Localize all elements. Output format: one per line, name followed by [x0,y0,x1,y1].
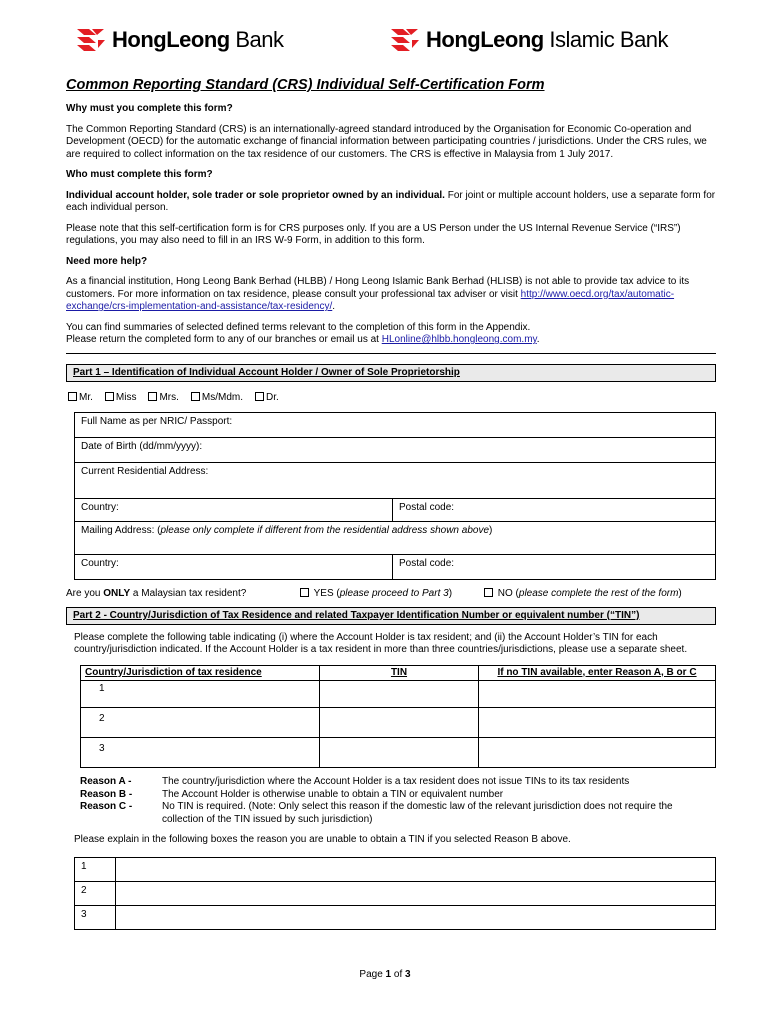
country-field[interactable]: Country: [75,499,393,522]
hong-leong-mark-icon [390,26,420,54]
mailing-postal-code-field[interactable]: Postal code: [393,555,716,580]
column-header: TIN [320,665,479,681]
mailing-country-field[interactable]: Country: [75,555,393,580]
form-title: Common Reporting Standard (CRS) Individual Self-Certification Form [66,77,545,93]
checkbox[interactable] [484,588,493,597]
table-row: 2 [75,881,716,905]
checkbox[interactable] [148,392,157,401]
oecd-link[interactable]: http://www.oecd.org/tax/automatic-exchange/crs-implementation-and-assistance/tax-residency/ [66,288,675,313]
checkbox[interactable] [300,588,309,597]
explain-text: Please explain in the following boxes the reason you are unable to obtain a TIN if you selected Reason B above. [74,834,571,846]
form-content [66,76,716,930]
us-person-note: Please note that this self-certification form is for CRS purposes only. If you are a US Person under the US Internal Revenue Service (“IRS”) regulations, you may also need to fill in an IRS W-9 Form, in addition to this form. [66,222,681,247]
title-option-miss[interactable]: Miss [105,392,137,405]
yes-option[interactable]: YES (please proceed to Part 3) [300,588,484,601]
postal-code-field[interactable]: Postal code: [393,499,716,522]
table-row [81,738,716,768]
tin-cell[interactable] [320,708,479,738]
explanation-cell[interactable] [116,881,716,905]
logo-wordmark: HongLeong Bank [112,27,284,53]
reason-c: Reason C - No TIN is required. (Note: Only select this reason if the domestic law of the relevant jurisdiction does not require the collection of the TIN issued by such jurisdiction) [80,801,673,825]
reason-cell[interactable] [479,681,716,708]
title-option-ms-mdm[interactable]: Ms/Mdm. [191,392,243,405]
part2-intro: Please complete the following table indicating (i) where the Account Holder is tax resident; and (ii) the Account Holder’s TIN for each country/jurisdiction indicated. If the Account Holder is a tax resident in more than three countries/jurisdictions, please use a separate sheet. [74,631,688,656]
identification-table [74,412,716,580]
logo-wordmark: HongLeong Islamic Bank [426,27,669,53]
salutation-options [68,392,716,405]
hong-leong-bank-logo [76,26,283,54]
column-header: Country/Jurisdiction of tax residence [81,665,320,681]
tin-cell[interactable] [320,681,479,708]
part2-header: Part 2 - Country/Jurisdiction of Tax Residence and related Taxpayer Identification Number or equivalent number (“TIN”) [66,607,716,625]
hong-leong-islamic-bank-logo [390,26,668,54]
part1-header: Part 1 – Identification of Individual Account Holder / Owner of Sole Proprietorship [66,364,716,382]
tin-cell[interactable] [320,738,479,768]
country-cell[interactable]: 1 [81,681,320,708]
title-option-dr[interactable]: Dr. [255,392,279,405]
who-heading: Who must complete this form? [66,169,213,181]
title-option-mrs[interactable]: Mrs. [148,392,178,405]
country-cell[interactable]: 3 [81,738,320,768]
why-heading: Why must you complete this form? [66,103,233,115]
hong-leong-mark-icon [76,26,106,54]
summary-text: You can find summaries of selected defined terms relevant to the completion of this form in the Appendix. Please return the completed form to any of our branches or email us at HLonline@hlbb.hongleong.com.my. [66,321,540,346]
title-option-mr[interactable]: Mr. [68,392,93,405]
table-row [81,708,716,738]
reason-list [80,776,716,826]
table-row: 3 [75,905,716,929]
reason-cell[interactable] [479,738,716,768]
checkbox[interactable] [105,392,114,401]
page-number: Page 1 of 3 [359,969,411,980]
checkbox[interactable] [191,392,200,401]
residential-address-field[interactable]: Current Residential Address: [75,463,716,499]
reason-cell[interactable] [479,708,716,738]
help-text: As a financial institution, Hong Leong Bank Berhad (HLBB) / Hong Leong Islamic Bank Berhad (HLISB) is not able to provide tax advice to its customers. For more information on tax residence, please consult your professional tax adviser or visit http://www.oecd.org/tax/automatic-exchange/crs-implementation-and-assistance/tax-residency/. [66,276,690,313]
no-option[interactable]: NO (please complete the rest of the form) [484,588,682,601]
email-link[interactable]: HLonline@hlbb.hongleong.com.my [381,334,537,346]
help-heading: Need more help? [66,255,148,267]
country-cell[interactable]: 2 [81,708,320,738]
tin-table [80,665,716,769]
reason-a: Reason A - The country/jurisdiction where the Account Holder is a tax resident does not issue TINs to its tax residents [80,776,630,788]
dob-field[interactable]: Date of Birth (dd/mm/yyyy): [75,438,716,463]
divider [66,353,716,354]
explanation-cell[interactable] [116,857,716,881]
explanation-cell[interactable] [116,905,716,929]
reason-b: Reason B - The Account Holder is otherwise unable to obtain a TIN or equivalent number [80,788,504,800]
tax-resident-question: Are you ONLY a Malaysian tax resident? YES (please proceed to Part 3) NO (please complete the rest of the form) [66,588,682,600]
explanation-table [74,857,716,930]
why-text: The Common Reporting Standard (CRS) is an internationally-agreed standard introduced by the Organisation for Economic Co-operation and Development (OECD) for the automatic exchange of financial information between participating countries / jurisdictions. Under the CRS rules, we are required to collect information on the tax residence of our customers. The CRS is effective in Malaysia from 1 July 2017. [66,123,707,160]
full-name-field[interactable]: Full Name as per NRIC/ Passport: [75,413,716,438]
who-text: Individual account holder, sole trader or sole proprietor owned by an individual. For joint or multiple account holders, use a separate form for each individual person. [66,189,716,214]
column-header: If no TIN available, enter Reason A, B or C [479,665,716,681]
table-row: 1 [75,857,716,881]
mailing-address-field[interactable]: Mailing Address: (please only complete if different from the residential address shown above) [75,522,716,555]
checkbox[interactable] [68,392,77,401]
checkbox[interactable] [255,392,264,401]
table-row [81,681,716,708]
